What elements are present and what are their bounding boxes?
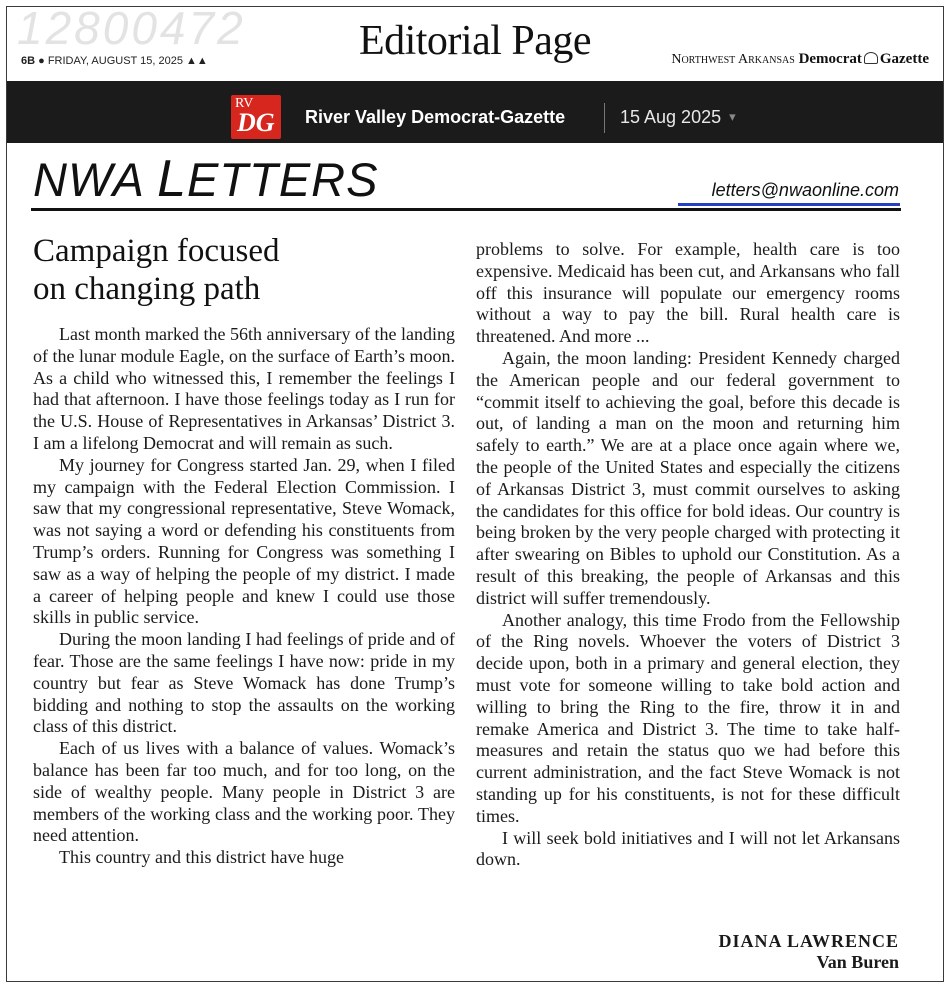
- date-marks: ▲▲: [186, 55, 208, 67]
- app-bar: [7, 81, 943, 143]
- bullet: ●: [38, 55, 48, 67]
- letter-column-1: [33, 324, 455, 869]
- headline-line-2: on changing path: [33, 270, 261, 307]
- paragraph: This country and this district have huge: [59, 847, 344, 868]
- chevron-down-icon: ▾: [729, 109, 736, 124]
- seal-icon: [864, 52, 878, 64]
- paragraph: My journey for Congress started Jan. 29, when I filed my campaign with the Federal Election Commission. I saw that my congressional representative, Steve Womack, was not saying a word or defending his constituents from Trump’s orders. Running for Congress was something I saw as a way of helping the people of my district. I made a career of helping people and knew I could use those skills in public service.: [33, 454, 455, 628]
- paragraph: During the moon landing I had feelings of pride and of fear. Those are the same feelings I have now: pride in my country but fear as Steve Womack has done Trump’s bidding and nothing to stop the assaults on the working class of this district.: [33, 629, 455, 737]
- paragraph-continuation: problems to solve. For example, health care is too expensive. Medicaid has been cut, and Arkansans who fall off this insurance will populate our emergency rooms without a way to pay the bill. Rural health care is threatened. And more ...: [476, 239, 900, 347]
- author-location: Van Buren: [816, 952, 899, 972]
- section-rule: [31, 208, 901, 211]
- author-name: DIANA LAWRENCE: [718, 931, 899, 951]
- issue-date: 15 Aug 2025: [620, 107, 722, 127]
- page-title: Editorial Page: [358, 18, 592, 64]
- publication-name[interactable]: River Valley Democrat-Gazette: [305, 107, 566, 127]
- page-number: 6B: [21, 55, 36, 67]
- headline-line-1: Campaign focused: [33, 233, 280, 269]
- paragraph: Last month marked the 56th anniversary of the landing of the lunar module Eagle, on the surface of Earth’s moon. As a child who witnessed this, I remember the feelings I had that afternoon. I have those feelings today as I run for the U.S. House of Representatives in Arkansas’ District 3. I am a lifelong Democrat and will remain as such.: [33, 324, 455, 453]
- logo-rv: RV: [235, 96, 254, 111]
- watermark: 12800472: [17, 6, 246, 54]
- section-title-rest: ETTERS: [187, 153, 379, 206]
- section-title-l: L: [157, 150, 188, 208]
- issue-date-selector[interactable]: [620, 107, 736, 128]
- section-title-nwa: NWA: [33, 153, 144, 206]
- email-underline: [678, 203, 900, 206]
- page-frame: [6, 6, 944, 982]
- paragraph: Another analogy, this time Frodo from the Fellowship of the Ring novels. Whoever the voters of District 3 decide upon, both in a primary and general election, they must vote for someone willing to take bold action and willing to bring the Ring to the fire, throw it in and remake America and District 3. The time to take half-measures and retain the status quo we had before this current administration, and the fact Steve Womack is not standing up for his constituents, is not for these difficult times.: [476, 609, 900, 826]
- letters-email-link[interactable]: letters@nwaonline.com: [711, 180, 899, 200]
- letter-headline: [33, 233, 453, 309]
- letter-column-2: [476, 239, 900, 871]
- masthead-name: Democrat: [798, 51, 862, 67]
- paragraph: Again, the moon landing: President Kennedy charged the American people and our federal government to “commit itself to achieving the goal, before this decade is out, of landing a man on the moon and returning him safely to earth.” We are at a place once again where we, the people of the United States and especially the citizens of Arkansas District 3, must commit ourselves to asking the candidates for this office for bold ideas. Our country is being broken by the very people charged with protecting it after swearing on Bibles to uphold our Constitution. As a result of this breaking, the people of Arkansas and this district will suffer tremendously.: [476, 347, 900, 608]
- section-title: [33, 150, 379, 208]
- paragraph: I will seek bold initiatives and I will not let Arkansans down.: [476, 827, 900, 870]
- publication-logo[interactable]: [231, 95, 281, 139]
- date-text: FRIDAY, AUGUST 15, 2025: [47, 55, 183, 67]
- masthead-suffix: Gazette: [879, 51, 929, 67]
- paragraph: Each of us lives with a balance of values. Womack’s balance has been far too much, and for too long, on the side of wealthy people. Many people in District 3 are members of the working class and the working poor. They need attention.: [33, 738, 455, 846]
- masthead-prefix: Northwest Arkansas: [671, 52, 795, 67]
- date-line: [21, 55, 208, 67]
- signature: [718, 931, 899, 973]
- logo-dg: DG: [237, 108, 275, 137]
- masthead: [671, 51, 929, 68]
- divider: [604, 103, 605, 133]
